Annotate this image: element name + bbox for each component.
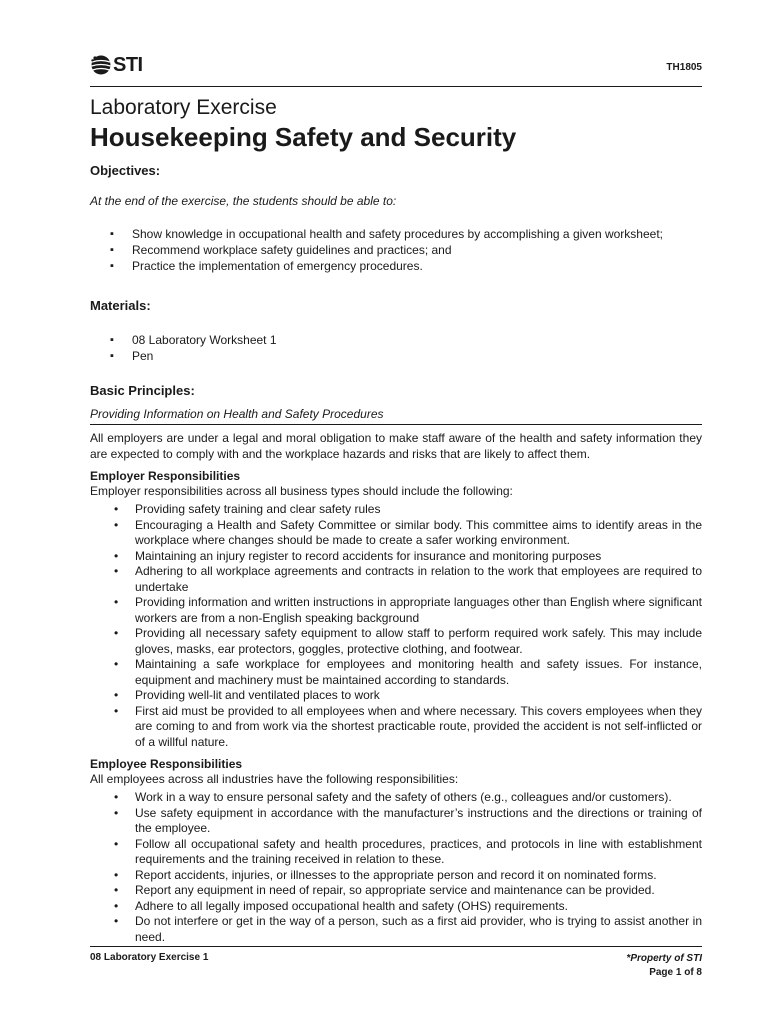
list-item: ▪ Practice the implementation of emergency procedures. (90, 258, 702, 274)
property-notice: *Property of STI (626, 953, 702, 964)
list-item: ▪ Pen (90, 348, 702, 364)
section-subheading: Providing Information on Health and Safety Procedures (90, 407, 702, 425)
list-item: • Report any equipment in need of repair, so appropriate service and maintenance can be provided. (90, 883, 702, 899)
list-item: • Providing information and written instructions in appropriate languages other than English where significant workers are from a non-English speaking background (90, 595, 702, 626)
list-item: • First aid must be provided to all employees when and where necessary. This covers employees when they are coming to and from work via the shortest practicable route, provided the accident is not self-inflicted or of a willful nature. (90, 704, 702, 751)
list-item: • Providing all necessary safety equipment to allow staff to perform required work safely. This may include gloves, masks, ear protectors, goggles, protective clothing, and footwear. (90, 626, 702, 657)
page-header (90, 52, 702, 87)
list-item: • Adhere to all legally imposed occupational health and safety (OHS) requirements. (90, 899, 702, 915)
page-footer (90, 946, 702, 978)
list-item: • Do not interfere or get in the way of a person, such as a first aid provider, who is trying to assist another in need. (90, 914, 702, 945)
list-item: • Work in a way to ensure personal safety and the safety of others (e.g., colleagues and/or customers). (90, 790, 702, 806)
objectives-heading: Objectives: (90, 163, 161, 178)
document-body (90, 94, 702, 945)
employee-heading: Employee Responsibilities (90, 757, 243, 771)
intro-paragraph: All employers are under a legal and moral obligation to make staff aware of the health and safety information they are expected to comply with and the workplace hazards and risks that are likely to affect them. (90, 431, 702, 461)
sti-logo (90, 54, 143, 76)
employer-heading: Employer Responsibilities (90, 469, 241, 483)
list-item: • Maintaining an injury register to record accidents for insurance and monitoring purposes (90, 549, 702, 565)
list-item: • Follow all occupational safety and health procedures, practices, and protocols in line with establishment requirements and the training received in relation to these. (90, 837, 702, 868)
objectives-list (90, 226, 702, 274)
logo-text: STI (113, 53, 143, 76)
list-item: • Use safety equipment in accordance with the manufacturer’s instructions and the directions or training of the employee. (90, 806, 702, 837)
employer-lead: Employer responsibilities across all business types should include the following: (90, 484, 513, 498)
materials-list (90, 332, 702, 364)
employer-list (90, 502, 702, 750)
list-item: • Report accidents, injuries, or illnesses to the appropriate person and record it on nominated forms. (90, 868, 702, 884)
footer-exercise-label: 08 Laboratory Exercise 1 (90, 952, 209, 963)
globe-logo-icon (90, 54, 112, 76)
list-item: ▪ 08 Laboratory Worksheet 1 (90, 332, 702, 348)
list-item: ▪ Show knowledge in occupational health and safety procedures by accomplishing a given worksheet; (90, 226, 702, 242)
list-item: ▪ Recommend workplace safety guidelines and practices; and (90, 242, 702, 258)
list-item: • Maintaining a safe workplace for employees and monitoring health and safety issues. For instance, equipment and machinery must be maintained according to standards. (90, 657, 702, 688)
basic-principles-heading: Basic Principles: (90, 383, 195, 398)
employee-lead: All employees across all industries have the following responsibilities: (90, 772, 459, 786)
employee-list (90, 790, 702, 945)
list-item: • Providing safety training and clear safety rules (90, 502, 702, 518)
objectives-intro: At the end of the exercise, the students should be able to: (90, 194, 397, 208)
list-item: • Adhering to all workplace agreements and contracts in relation to the work that employees are required to undertake (90, 564, 702, 595)
page-number: Page 1 of 8 (649, 967, 702, 978)
doc-code: TH1805 (666, 62, 702, 73)
footer-right (626, 952, 702, 980)
doc-title: Housekeeping Safety and Security (90, 122, 517, 152)
list-item: • Encouraging a Health and Safety Committee or similar body. This committee aims to identify areas in the workplace where changes should be made to create a safer working environment. (90, 518, 702, 549)
list-item: • Providing well-lit and ventilated places to work (90, 688, 702, 704)
doc-subtitle: Laboratory Exercise (90, 96, 277, 119)
materials-heading: Materials: (90, 298, 151, 313)
